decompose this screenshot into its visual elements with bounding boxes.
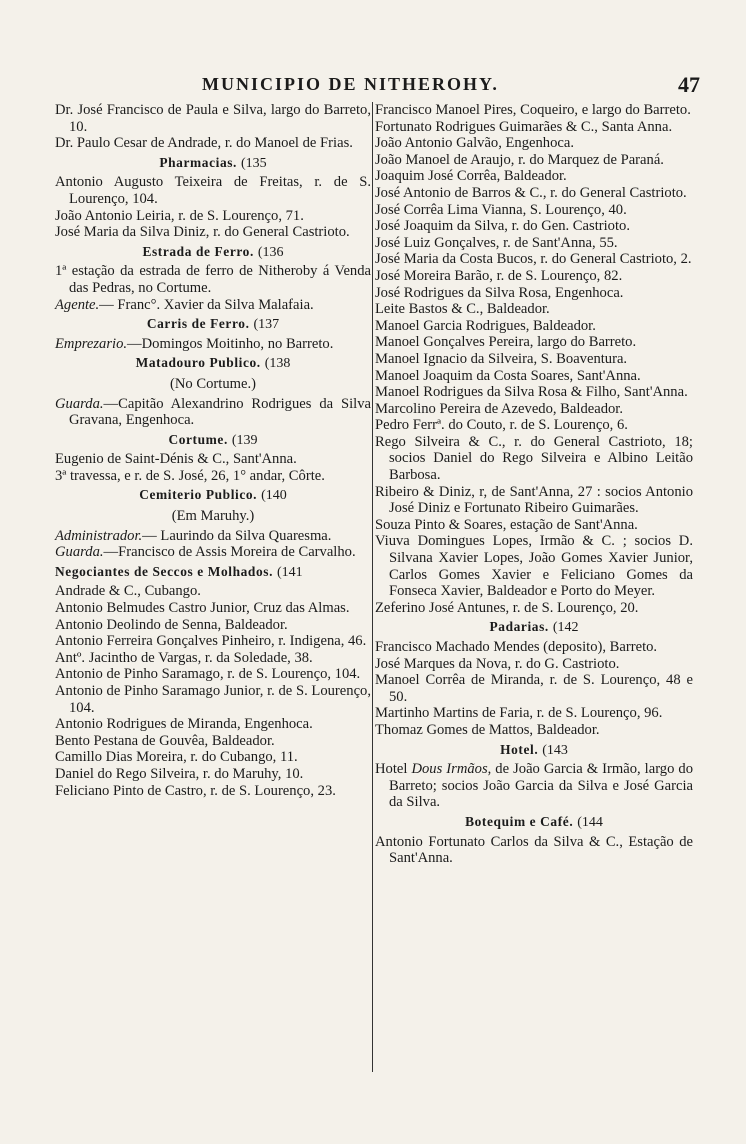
section-number: (136 [257, 244, 284, 260]
entry: João Antonio Galvão, Engenhoca. [375, 135, 574, 152]
section-title: Padarias. [489, 619, 549, 635]
page-header [60, 74, 700, 100]
entry: Antonio Belmudes Castro Junior, Cruz das Almas. [55, 600, 350, 617]
entry: Zeferino José Antunes, r. de S. Lourenço, 20. [375, 599, 639, 616]
entry: José Marques da Nova, r. do G. Castrioto. [375, 655, 620, 672]
entry: Leite Bastos & C., Baldeador. [375, 301, 550, 318]
entry: João Antonio Leiria, r. de S. Lourenço, 71. [55, 207, 304, 224]
entry: José Maria da Silva Diniz, r. do General Castrioto. [55, 224, 350, 241]
entry: Dr. José Francisco de Paula e Silva, largo do Barreto, 10. [55, 102, 371, 135]
entry: José Joaquim da Silva, r. do Gen. Castrioto. [375, 218, 630, 235]
right-column [375, 102, 693, 867]
entry: Marcolino Pereira de Azevedo, Baldeador. [375, 400, 624, 417]
page-number: 47 [678, 72, 700, 97]
entry [55, 528, 371, 545]
section-subtitle: (Em Maruhy.) [171, 508, 255, 525]
section-number: (142 [552, 620, 579, 636]
left-column [55, 102, 371, 799]
section-heading-carris-de-ferro [55, 316, 371, 334]
entry [375, 761, 693, 811]
section-heading-pharmacias [55, 155, 371, 173]
entry: José Antonio de Barros & C., r. do General Castrioto. [375, 184, 687, 201]
entry: Manoel Corrêa de Miranda, r. de S. Lourenço, 48 e 50. [375, 672, 693, 705]
entry-text: —Francisco de Assis Moreira de Carvalho. [103, 544, 356, 561]
entry: Manoel Ignacio da Silveira, S. Boaventura. [375, 350, 628, 367]
section-title: Cemiterio Publico. [139, 487, 258, 503]
section-heading-botequim [375, 814, 693, 832]
entry [55, 544, 371, 561]
entry [55, 297, 371, 314]
section-heading-hotel [375, 742, 693, 760]
section-number: (140 [261, 488, 287, 504]
section-number: (137 [253, 317, 280, 333]
entry: 1ª estação da estrada de ferro de Nitheroby á Venda das Pedras, no Cortume. [55, 263, 371, 296]
section-number: (135 [240, 155, 267, 171]
entry: João Manoel de Araujo, r. do Marquez de Paraná. [375, 151, 664, 168]
entry-text: — Franc°. Xavier da Silva Malafaia. [99, 296, 314, 313]
entry: Antº. Jacintho de Vargas, r. da Soledade, 38. [55, 649, 313, 666]
entry: Fortunato Rodrigues Guimarães & C., Santa Anna. [375, 118, 673, 135]
entry: Dr. Paulo Cesar de Andrade, r. do Manoel de Frias. [55, 135, 353, 152]
entry: Antonio Deolindo de Senna, Baldeador. [55, 616, 288, 633]
role-label: Agente. [55, 296, 100, 313]
entry: José Moreira Barão, r. de S. Lourenço, 82. [375, 267, 623, 284]
section-title: Pharmacias. [159, 154, 237, 170]
entry: Andrade & C., Cubango. [55, 583, 201, 600]
section-title: Carris de Ferro. [146, 316, 250, 332]
section-title: Botequim e Café. [465, 813, 574, 829]
entry [55, 336, 371, 353]
entry: Daniel do Rego Silveira, r. do Maruhy, 10. [55, 765, 304, 782]
entry-text: Hotel [375, 761, 412, 778]
entry: 3ª travessa, e r. de S. José, 26, 1° andar, Côrte. [55, 467, 325, 484]
section-title: Estrada de Ferro. [142, 243, 254, 259]
section-heading-negociantes [55, 564, 371, 582]
entry [55, 396, 371, 429]
entry: Viuva Domingues Lopes, Irmão & C. ; socios D. Silvana Xavier Lopes, João Gomes Xavier Junior, Carlos Gomes Xavier e Feliciano Gomes da Fonseca Xavier, Baldeador e Porto do Meyer. [375, 533, 693, 600]
entry: Francisco Machado Mendes (deposito), Barreto. [375, 639, 658, 655]
entry-text: — Laurindo da Silva Quaresma. [142, 527, 332, 544]
entry: Eugenio de Saint-Dénis & C., Sant'Anna. [55, 451, 297, 468]
section-title: Matadouro Publico. [135, 355, 261, 371]
section-title: Hotel. [500, 741, 539, 757]
entry: José Corrêa Lima Vianna, S. Lourenço, 40. [375, 201, 627, 218]
section-number: (144 [577, 814, 603, 830]
entry: Francisco Manoel Pires, Coqueiro, e largo do Barreto. [375, 102, 691, 118]
entry: Manoel Joaquim da Costa Soares, Sant'Anna. [375, 367, 641, 384]
section-number: (139 [231, 432, 258, 448]
hotel-name: Dous Irmãos [411, 761, 488, 778]
entry: José Maria da Costa Bucos, r. do General Castrioto, 2. [375, 251, 692, 268]
entry: Rego Silveira & C., r. do General Castrioto, 18; socios Daniel do Rego Silveira e Albino Leitão Barbosa. [375, 433, 693, 484]
column-divider [372, 102, 373, 1072]
entry: Antonio de Pinho Saramago Junior, r. de S. Lourenço, 104. [55, 683, 371, 716]
section-heading-estrada-de-ferro [55, 244, 371, 262]
role-label: Guarda. [55, 544, 104, 561]
role-label: Administrador. [55, 527, 143, 544]
entry: Feliciano Pinto de Castro, r. de S. Lourenço, 23. [55, 782, 336, 799]
entry: José Rodrigues da Silva Rosa, Engenhoca. [375, 284, 624, 301]
section-number: (138 [264, 356, 291, 372]
entry: Antonio de Pinho Saramago, r. de S. Lourenço, 104. [55, 666, 361, 683]
entry: Ribeiro & Diniz, r, de Sant'Anna, 27 : socios Antonio José Diniz e Fortunato Ribeiro Guimarães. [375, 483, 693, 517]
role-label: Guarda. [55, 395, 104, 412]
entry: Bento Pestana de Gouvêa, Baldeador. [55, 732, 275, 749]
entry: Martinho Martins de Faria, r. de S. Lourenço, 96. [375, 705, 663, 722]
entry: Manoel Garcia Rodrigues, Baldeador. [375, 317, 596, 334]
entry-text: , de João Garcia & Irmão, largo do Barreto; socios João Garcia da Silva e José Garcia da Silva. [389, 761, 694, 811]
section-heading-cortume [55, 432, 371, 450]
entry: Manoel Rodrigues da Silva Rosa & Filho, Sant'Anna. [375, 384, 688, 401]
entry: Antonio Ferreira Gonçalves Pinheiro, r. Indigena, 46. [55, 633, 367, 650]
entry: Antonio Fortunato Carlos da Silva & C., Estação de Sant'Anna. [375, 833, 693, 867]
role-label: Emprezario. [55, 335, 128, 352]
entry: Pedro Ferrª. do Couto, r. de S. Lourenço, 6. [375, 417, 628, 434]
entry: Camillo Dias Moreira, r. do Cubango, 11. [55, 749, 298, 766]
section-number: (141 [276, 564, 303, 580]
section-number: (143 [542, 742, 568, 758]
entry: Antonio Augusto Teixeira de Freitas, r. de S. Lourenço, 104. [55, 174, 371, 207]
section-subtitle: (No Cortume.) [170, 375, 256, 392]
section-heading-matadouro [55, 355, 371, 373]
entry: Souza Pinto & Soares, estação de Sant'Anna. [375, 516, 638, 533]
section-title: Negociantes de Seccos e Molhados. [55, 563, 274, 579]
entry: José Luiz Gonçalves, r. de Sant'Anna, 55. [375, 234, 618, 251]
section-heading-padarias [375, 619, 693, 637]
section-title: Cortume. [168, 431, 228, 447]
section-heading-cemiterio [55, 487, 371, 505]
entry-text: —Capitão Alexandrino Rodrigues da Silva Gravana, Engenhoca. [69, 395, 371, 429]
entry: Manoel Gonçalves Pereira, largo do Barreto. [375, 334, 637, 351]
entry: Thomaz Gomes de Mattos, Baldeador. [375, 721, 600, 738]
page-title: MUNICIPIO DE NITHEROHY. [202, 74, 499, 94]
entry-text: —Domingos Moitinho, no Barreto. [127, 335, 334, 352]
entry: Antonio Rodrigues de Miranda, Engenhoca. [55, 716, 313, 733]
entry: Joaquim José Corrêa, Baldeador. [375, 168, 567, 185]
